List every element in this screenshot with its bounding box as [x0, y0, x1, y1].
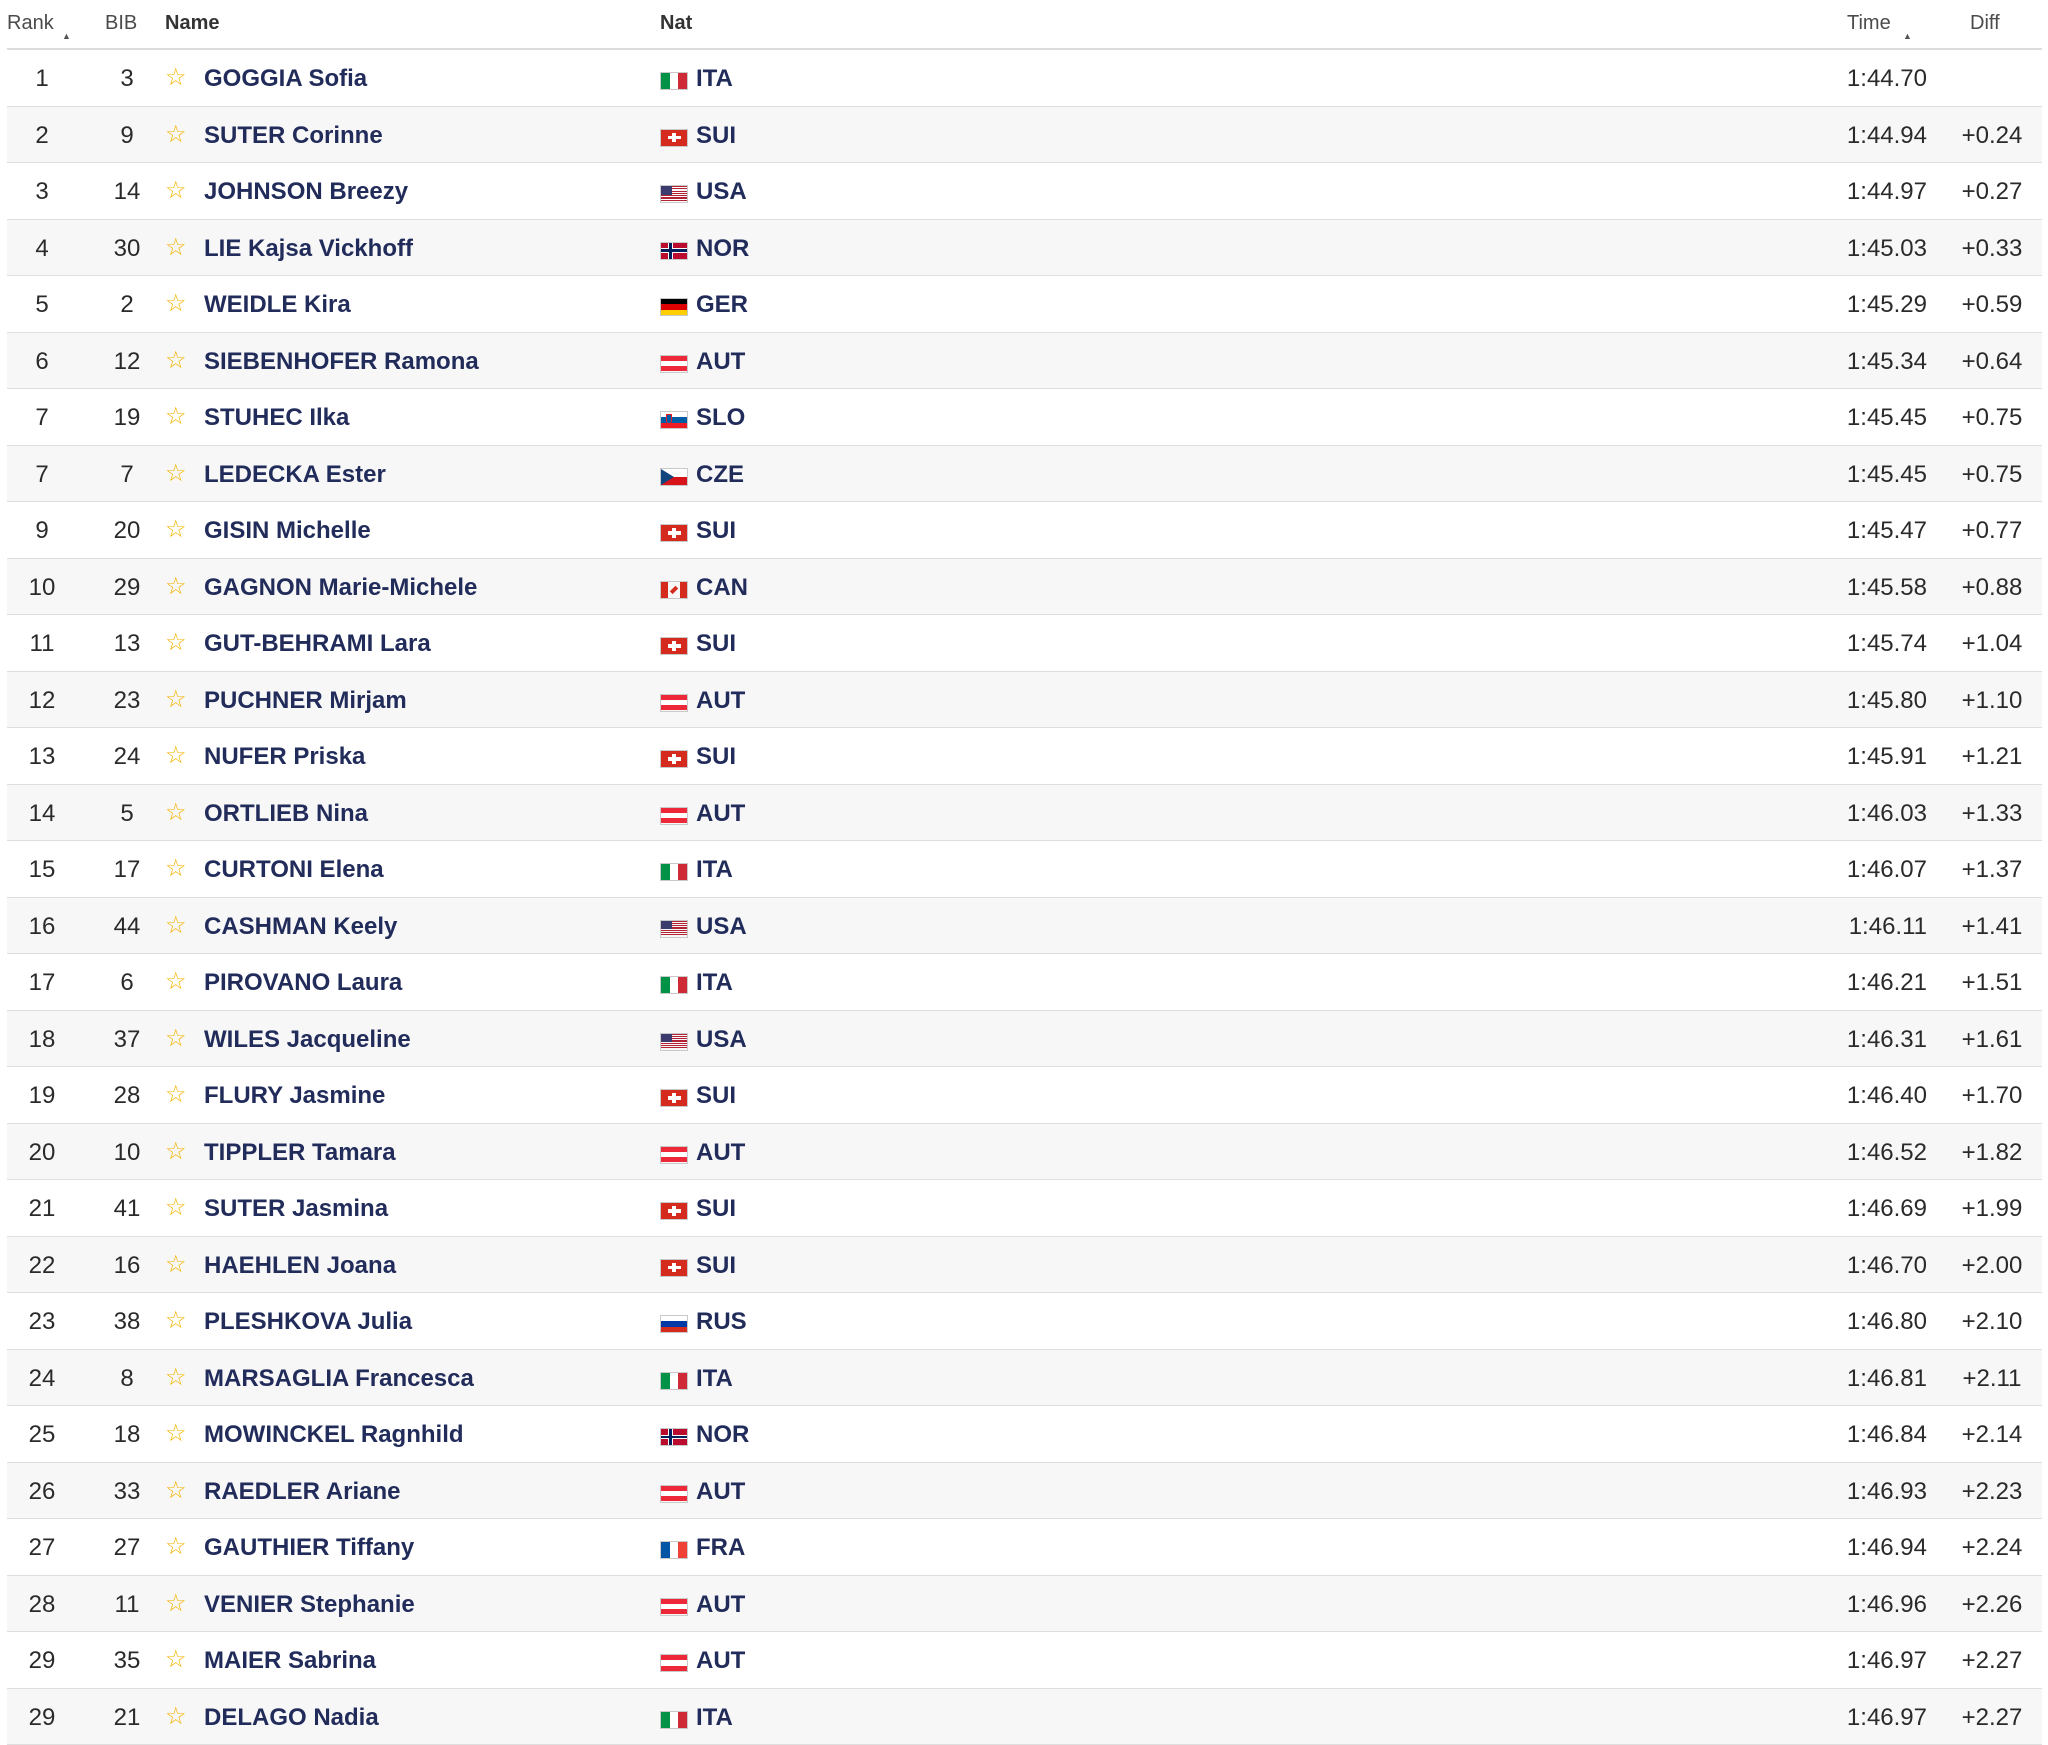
- table-row[interactable]: [7, 728, 2042, 785]
- country-flag-icon: [660, 1485, 688, 1503]
- table-row[interactable]: [7, 1576, 2042, 1633]
- nation-code: ITA: [696, 1704, 733, 1732]
- country-flag-icon: [660, 72, 688, 90]
- table-row[interactable]: [7, 389, 2042, 446]
- rank-cell: 29: [7, 1704, 77, 1732]
- star-outline-icon[interactable]: ☆: [165, 63, 187, 92]
- country-flag-icon: [660, 1598, 688, 1616]
- athlete-name-link[interactable]: MAIER Sabrina: [204, 1647, 376, 1675]
- bib-cell: 2: [92, 291, 162, 319]
- rank-cell: 15: [7, 856, 77, 884]
- time-cell: 1:46.81: [1807, 1365, 1927, 1393]
- athlete-name-link[interactable]: CASHMAN Keely: [204, 913, 397, 941]
- star-outline-icon[interactable]: ☆: [165, 459, 187, 488]
- bib-cell: 11: [92, 1591, 162, 1619]
- bib-cell: 6: [92, 969, 162, 997]
- bib-cell: 38: [92, 1308, 162, 1336]
- nation-code: NOR: [696, 235, 749, 263]
- nation-code: AUT: [696, 1647, 745, 1675]
- diff-cell: +1.51: [1942, 969, 2042, 997]
- diff-cell: +2.11: [1942, 1365, 2042, 1393]
- time-cell: 1:46.94: [1807, 1534, 1927, 1562]
- country-flag-icon: [660, 1541, 688, 1559]
- athlete-name-link[interactable]: MARSAGLIA Francesca: [204, 1365, 474, 1393]
- table-row[interactable]: [7, 559, 2042, 616]
- nation-code: NOR: [696, 1421, 749, 1449]
- athlete-name-link[interactable]: VENIER Stephanie: [204, 1591, 415, 1619]
- time-cell: 1:46.93: [1807, 1478, 1927, 1506]
- bib-cell: 13: [92, 630, 162, 658]
- table-row[interactable]: [7, 1689, 2042, 1745]
- star-outline-icon[interactable]: ☆: [165, 402, 187, 431]
- time-cell: 1:46.97: [1807, 1647, 1927, 1675]
- country-flag-icon: [660, 1711, 688, 1729]
- athlete-name-link[interactable]: LEDECKA Ester: [204, 461, 386, 489]
- athlete-name-link[interactable]: PUCHNER Mirjam: [204, 687, 407, 715]
- diff-cell: +1.33: [1942, 800, 2042, 828]
- country-flag-icon: [660, 185, 688, 203]
- athlete-name-link[interactable]: MOWINCKEL Ragnhild: [204, 1421, 464, 1449]
- diff-cell: +1.10: [1942, 687, 2042, 715]
- rank-cell: 20: [7, 1139, 77, 1167]
- time-cell: 1:45.45: [1807, 461, 1927, 489]
- country-flag-icon: [660, 976, 688, 994]
- bib-cell: 3: [92, 65, 162, 93]
- country-flag-icon: [660, 468, 688, 486]
- rank-cell: 7: [7, 404, 77, 432]
- athlete-name-link[interactable]: SUTER Jasmina: [204, 1195, 388, 1223]
- bib-cell: 28: [92, 1082, 162, 1110]
- time-cell: 1:45.74: [1807, 630, 1927, 658]
- rank-cell: 6: [7, 348, 77, 376]
- nation-code: AUT: [696, 1139, 745, 1167]
- table-row[interactable]: [7, 333, 2042, 390]
- diff-cell: +1.04: [1942, 630, 2042, 658]
- time-cell: 1:44.70: [1807, 65, 1927, 93]
- time-cell: 1:46.96: [1807, 1591, 1927, 1619]
- header-bib[interactable]: BIB: [105, 12, 137, 35]
- star-outline-icon[interactable]: ☆: [165, 1250, 187, 1279]
- rank-cell: 28: [7, 1591, 77, 1619]
- diff-cell: +0.64: [1942, 348, 2042, 376]
- time-cell: 1:46.11: [1807, 913, 1927, 941]
- bib-cell: 12: [92, 348, 162, 376]
- athlete-name-link[interactable]: RAEDLER Ariane: [204, 1478, 400, 1506]
- header-diff[interactable]: Diff: [1970, 12, 2000, 35]
- header-nat[interactable]: Nat: [660, 12, 692, 35]
- country-flag-icon: [660, 1146, 688, 1164]
- athlete-name-link[interactable]: GUT-BEHRAMI Lara: [204, 630, 431, 658]
- athlete-name-link[interactable]: FLURY Jasmine: [204, 1082, 385, 1110]
- diff-cell: +2.27: [1942, 1704, 2042, 1732]
- time-cell: 1:46.80: [1807, 1308, 1927, 1336]
- time-cell: 1:45.34: [1807, 348, 1927, 376]
- athlete-name-link[interactable]: PLESHKOVA Julia: [204, 1308, 412, 1336]
- nation-code: AUT: [696, 348, 745, 376]
- star-outline-icon[interactable]: ☆: [165, 1476, 187, 1505]
- time-cell: 1:46.97: [1807, 1704, 1927, 1732]
- star-outline-icon[interactable]: ☆: [165, 1363, 187, 1392]
- star-outline-icon[interactable]: ☆: [165, 1080, 187, 1109]
- header-rank[interactable]: Rank: [7, 12, 54, 35]
- country-flag-icon: [660, 1315, 688, 1333]
- star-outline-icon[interactable]: ☆: [165, 233, 187, 262]
- star-outline-icon[interactable]: ☆: [165, 741, 187, 770]
- athlete-name-link[interactable]: NUFER Priska: [204, 743, 365, 771]
- rank-cell: 10: [7, 574, 77, 602]
- star-outline-icon[interactable]: ☆: [165, 628, 187, 657]
- header-time[interactable]: Time: [1847, 12, 1891, 35]
- nation-code: RUS: [696, 1308, 747, 1336]
- diff-cell: +1.61: [1942, 1026, 2042, 1054]
- nation-code: SUI: [696, 122, 736, 150]
- athlete-name-link[interactable]: GISIN Michelle: [204, 517, 371, 545]
- diff-cell: +1.21: [1942, 743, 2042, 771]
- nation-code: AUT: [696, 800, 745, 828]
- time-cell: 1:46.52: [1807, 1139, 1927, 1167]
- athlete-name-link[interactable]: SIEBENHOFER Ramona: [204, 348, 479, 376]
- athlete-name-link[interactable]: SUTER Corinne: [204, 122, 383, 150]
- time-cell: 1:46.21: [1807, 969, 1927, 997]
- athlete-name-link[interactable]: LIE Kajsa Vickhoff: [204, 235, 413, 263]
- table-row[interactable]: [7, 1067, 2042, 1124]
- diff-cell: +0.27: [1942, 178, 2042, 206]
- time-cell: 1:44.94: [1807, 122, 1927, 150]
- diff-cell: +1.99: [1942, 1195, 2042, 1223]
- athlete-name-link[interactable]: STUHEC Ilka: [204, 404, 349, 432]
- rank-cell: 14: [7, 800, 77, 828]
- star-outline-icon[interactable]: ☆: [165, 967, 187, 996]
- table-row[interactable]: [7, 1293, 2042, 1350]
- nation-code: SUI: [696, 517, 736, 545]
- star-outline-icon[interactable]: ☆: [165, 1024, 187, 1053]
- diff-cell: +0.88: [1942, 574, 2042, 602]
- country-flag-icon: [660, 1259, 688, 1277]
- athlete-name-link[interactable]: PIROVANO Laura: [204, 969, 402, 997]
- star-outline-icon[interactable]: ☆: [165, 1645, 187, 1674]
- country-flag-icon: [660, 1089, 688, 1107]
- table-row[interactable]: [7, 220, 2042, 277]
- star-outline-icon[interactable]: ☆: [165, 854, 187, 883]
- country-flag-icon: [660, 1428, 688, 1446]
- rank-cell: 2: [7, 122, 77, 150]
- table-row[interactable]: [7, 1519, 2042, 1576]
- bib-cell: 24: [92, 743, 162, 771]
- diff-cell: +0.75: [1942, 404, 2042, 432]
- bib-cell: 9: [92, 122, 162, 150]
- nation-code: AUT: [696, 1591, 745, 1619]
- athlete-name-link[interactable]: GAGNON Marie-Michele: [204, 574, 477, 602]
- table-body: [7, 50, 2042, 1745]
- time-cell: 1:45.03: [1807, 235, 1927, 263]
- country-flag-icon: [660, 637, 688, 655]
- country-flag-icon: [660, 750, 688, 768]
- star-outline-icon[interactable]: ☆: [165, 798, 187, 827]
- bib-cell: 20: [92, 517, 162, 545]
- country-flag-icon: [660, 1202, 688, 1220]
- time-cell: 1:46.07: [1807, 856, 1927, 884]
- athlete-name-link[interactable]: HAEHLEN Joana: [204, 1252, 396, 1280]
- athlete-name-link[interactable]: WEIDLE Kira: [204, 291, 351, 319]
- time-cell: 1:45.58: [1807, 574, 1927, 602]
- country-flag-icon: [660, 807, 688, 825]
- athlete-name-link[interactable]: CURTONI Elena: [204, 856, 384, 884]
- diff-cell: +0.59: [1942, 291, 2042, 319]
- time-cell: 1:44.97: [1807, 178, 1927, 206]
- rank-cell: 26: [7, 1478, 77, 1506]
- table-row[interactable]: [7, 898, 2042, 955]
- diff-cell: +1.70: [1942, 1082, 2042, 1110]
- rank-cell: 25: [7, 1421, 77, 1449]
- table-header: [7, 0, 2042, 50]
- nation-code: CZE: [696, 461, 744, 489]
- athlete-name-link[interactable]: JOHNSON Breezy: [204, 178, 408, 206]
- athlete-name-link[interactable]: ORTLIEB Nina: [204, 800, 368, 828]
- diff-cell: +2.23: [1942, 1478, 2042, 1506]
- diff-cell: +0.75: [1942, 461, 2042, 489]
- table-row[interactable]: [7, 672, 2042, 729]
- nation-code: CAN: [696, 574, 748, 602]
- time-cell: 1:46.31: [1807, 1026, 1927, 1054]
- bib-cell: 16: [92, 1252, 162, 1280]
- diff-cell: +0.33: [1942, 235, 2042, 263]
- nation-code: SLO: [696, 404, 745, 432]
- rank-cell: 1: [7, 65, 77, 93]
- rank-cell: 16: [7, 913, 77, 941]
- table-row[interactable]: [7, 1237, 2042, 1294]
- table-row[interactable]: [7, 1406, 2042, 1463]
- rank-cell: 12: [7, 687, 77, 715]
- rank-cell: 3: [7, 178, 77, 206]
- country-flag-icon: [660, 581, 688, 599]
- table-row[interactable]: [7, 1632, 2042, 1689]
- rank-cell: 9: [7, 517, 77, 545]
- country-flag-icon: [660, 694, 688, 712]
- rank-cell: 29: [7, 1647, 77, 1675]
- table-row[interactable]: [7, 50, 2042, 107]
- star-outline-icon[interactable]: ☆: [165, 572, 187, 601]
- star-outline-icon[interactable]: ☆: [165, 120, 187, 149]
- rank-cell: 5: [7, 291, 77, 319]
- diff-cell: +2.27: [1942, 1647, 2042, 1675]
- table-row[interactable]: [7, 1124, 2042, 1181]
- bib-cell: 7: [92, 461, 162, 489]
- nation-code: USA: [696, 1026, 747, 1054]
- time-cell: 1:45.91: [1807, 743, 1927, 771]
- nation-code: USA: [696, 178, 747, 206]
- time-sort-icon[interactable]: ▲: [1903, 31, 1912, 41]
- diff-cell: +2.26: [1942, 1591, 2042, 1619]
- table-row[interactable]: [7, 1463, 2042, 1520]
- star-outline-icon[interactable]: ☆: [165, 685, 187, 714]
- athlete-name-link[interactable]: WILES Jacqueline: [204, 1026, 411, 1054]
- star-outline-icon[interactable]: ☆: [165, 1532, 187, 1561]
- athlete-name-link[interactable]: GOGGIA Sofia: [204, 65, 367, 93]
- country-flag-icon: [660, 524, 688, 542]
- rank-cell: 21: [7, 1195, 77, 1223]
- nation-code: USA: [696, 913, 747, 941]
- table-row[interactable]: [7, 841, 2042, 898]
- rank-cell: 18: [7, 1026, 77, 1054]
- nation-code: SUI: [696, 1082, 736, 1110]
- rank-cell: 4: [7, 235, 77, 263]
- country-flag-icon: [660, 1372, 688, 1390]
- diff-cell: +1.82: [1942, 1139, 2042, 1167]
- diff-cell: +2.10: [1942, 1308, 2042, 1336]
- country-flag-icon: [660, 863, 688, 881]
- star-outline-icon[interactable]: ☆: [165, 1589, 187, 1618]
- bib-cell: 44: [92, 913, 162, 941]
- bib-cell: 29: [92, 574, 162, 602]
- nation-code: ITA: [696, 1365, 733, 1393]
- time-cell: 1:46.03: [1807, 800, 1927, 828]
- table-row[interactable]: [7, 446, 2042, 503]
- table-row[interactable]: [7, 163, 2042, 220]
- bib-cell: 41: [92, 1195, 162, 1223]
- bib-cell: 21: [92, 1704, 162, 1732]
- star-outline-icon[interactable]: ☆: [165, 1137, 187, 1166]
- bib-cell: 10: [92, 1139, 162, 1167]
- table-row[interactable]: [7, 1350, 2042, 1407]
- star-outline-icon[interactable]: ☆: [165, 346, 187, 375]
- diff-cell: +2.14: [1942, 1421, 2042, 1449]
- rank-cell: 7: [7, 461, 77, 489]
- bib-cell: 27: [92, 1534, 162, 1562]
- bib-cell: 8: [92, 1365, 162, 1393]
- bib-cell: 14: [92, 178, 162, 206]
- nation-code: SUI: [696, 743, 736, 771]
- table-row[interactable]: [7, 276, 2042, 333]
- nation-code: SUI: [696, 1252, 736, 1280]
- country-flag-icon: [660, 1033, 688, 1051]
- time-cell: 1:46.69: [1807, 1195, 1927, 1223]
- bib-cell: 18: [92, 1421, 162, 1449]
- time-cell: 1:45.47: [1807, 517, 1927, 545]
- nation-code: AUT: [696, 687, 745, 715]
- rank-cell: 19: [7, 1082, 77, 1110]
- diff-cell: +2.24: [1942, 1534, 2042, 1562]
- star-outline-icon[interactable]: ☆: [165, 515, 187, 544]
- bib-cell: 37: [92, 1026, 162, 1054]
- time-cell: 1:45.45: [1807, 404, 1927, 432]
- nation-code: SUI: [696, 1195, 736, 1223]
- athlete-name-link[interactable]: DELAGO Nadia: [204, 1704, 379, 1732]
- bib-cell: 19: [92, 404, 162, 432]
- star-outline-icon[interactable]: ☆: [165, 1419, 187, 1448]
- country-flag-icon: [660, 920, 688, 938]
- rank-cell: 13: [7, 743, 77, 771]
- bib-cell: 30: [92, 235, 162, 263]
- header-name[interactable]: Name: [165, 12, 219, 35]
- table-row[interactable]: [7, 1180, 2042, 1237]
- time-cell: 1:45.80: [1807, 687, 1927, 715]
- bib-cell: 17: [92, 856, 162, 884]
- nation-code: GER: [696, 291, 748, 319]
- country-flag-icon: [660, 355, 688, 373]
- rank-cell: 24: [7, 1365, 77, 1393]
- table-row[interactable]: [7, 107, 2042, 164]
- table-row[interactable]: [7, 785, 2042, 842]
- star-outline-icon[interactable]: ☆: [165, 1306, 187, 1335]
- rank-cell: 11: [7, 630, 77, 658]
- nation-code: ITA: [696, 969, 733, 997]
- bib-cell: 33: [92, 1478, 162, 1506]
- rank-sort-icon[interactable]: ▲: [62, 31, 71, 41]
- rank-cell: 23: [7, 1308, 77, 1336]
- star-outline-icon[interactable]: ☆: [165, 1702, 187, 1731]
- athlete-name-link[interactable]: TIPPLER Tamara: [204, 1139, 396, 1167]
- star-outline-icon[interactable]: ☆: [165, 176, 187, 205]
- diff-cell: +2.00: [1942, 1252, 2042, 1280]
- star-outline-icon[interactable]: ☆: [165, 1193, 187, 1222]
- table-row[interactable]: [7, 502, 2042, 559]
- bib-cell: 35: [92, 1647, 162, 1675]
- nation-code: ITA: [696, 65, 733, 93]
- table-row[interactable]: [7, 954, 2042, 1011]
- country-flag-icon: [660, 129, 688, 147]
- time-cell: 1:46.40: [1807, 1082, 1927, 1110]
- bib-cell: 5: [92, 800, 162, 828]
- bib-cell: 23: [92, 687, 162, 715]
- time-cell: 1:46.84: [1807, 1421, 1927, 1449]
- athlete-name-link[interactable]: GAUTHIER Tiffany: [204, 1534, 414, 1562]
- rank-cell: 17: [7, 969, 77, 997]
- table-row[interactable]: [7, 1011, 2042, 1068]
- diff-cell: +1.37: [1942, 856, 2042, 884]
- diff-cell: +0.77: [1942, 517, 2042, 545]
- time-cell: 1:46.70: [1807, 1252, 1927, 1280]
- country-flag-icon: [660, 411, 688, 429]
- nation-code: AUT: [696, 1478, 745, 1506]
- star-outline-icon[interactable]: ☆: [165, 911, 187, 940]
- rank-cell: 27: [7, 1534, 77, 1562]
- country-flag-icon: [660, 298, 688, 316]
- table-row[interactable]: [7, 615, 2042, 672]
- country-flag-icon: [660, 242, 688, 260]
- nation-code: FRA: [696, 1534, 745, 1562]
- time-cell: 1:45.29: [1807, 291, 1927, 319]
- nation-code: ITA: [696, 856, 733, 884]
- star-outline-icon[interactable]: ☆: [165, 289, 187, 318]
- nation-code: SUI: [696, 630, 736, 658]
- results-table: [7, 0, 2042, 1745]
- diff-cell: +1.41: [1942, 913, 2042, 941]
- diff-cell: +0.24: [1942, 122, 2042, 150]
- rank-cell: 22: [7, 1252, 77, 1280]
- country-flag-icon: [660, 1654, 688, 1672]
